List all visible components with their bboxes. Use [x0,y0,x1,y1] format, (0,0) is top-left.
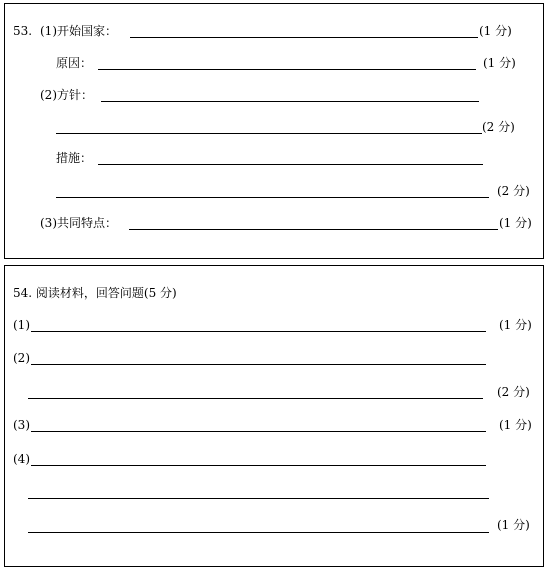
q53-measure-answer-line-2[interactable] [56,197,489,198]
q54-part1-score: (1 分) [499,318,532,332]
q53-part1-label: (1)开始国家： [40,24,117,38]
q54-part4-score: (1 分) [497,518,530,532]
q53-part1-score: (1 分) [479,24,512,38]
q54-part3-label: (3) [13,418,30,432]
q53-part2-answer-line-2[interactable] [56,133,482,134]
q53-reason-score: (1 分) [483,56,516,70]
q54-part4-answer-line-1[interactable] [31,465,486,466]
q54-part3-score: (1 分) [499,418,532,432]
q54-part2-label: (2) [13,351,30,365]
q54-title: 54. 阅读材料，回答问题(5 分) [13,286,177,300]
q53-number: 53. [13,24,33,38]
q53-part1-answer-line[interactable] [130,37,478,38]
q53-measure-score: (2 分) [497,184,530,198]
q54-part4-answer-line-3[interactable] [28,532,489,533]
q53-part2-answer-line-1[interactable] [101,101,479,102]
q54-part3-answer-line[interactable] [31,431,486,432]
q53-measure-label: 措施： [56,151,93,165]
question-54-box [4,265,544,567]
q53-part3-answer-line[interactable] [129,229,498,230]
q54-part2-answer-line-2[interactable] [28,398,483,399]
q54-part2-answer-line-1[interactable] [31,364,486,365]
q53-part2-score: (2 分) [482,120,515,134]
q53-part3-label: (3)共同特点： [40,216,117,230]
q53-measure-answer-line-1[interactable] [98,164,483,165]
q54-part1-answer-line[interactable] [31,331,486,332]
q53-part2-label: (2)方针： [40,88,93,102]
q53-reason-answer-line[interactable] [98,69,476,70]
q53-reason-label: 原因： [56,56,93,70]
q54-part4-answer-line-2[interactable] [28,498,489,499]
q54-part2-score: (2 分) [497,385,530,399]
q53-part3-score: (1 分) [499,216,532,230]
q54-part4-label: (4) [13,452,30,466]
q54-part1-label: (1) [13,318,30,332]
